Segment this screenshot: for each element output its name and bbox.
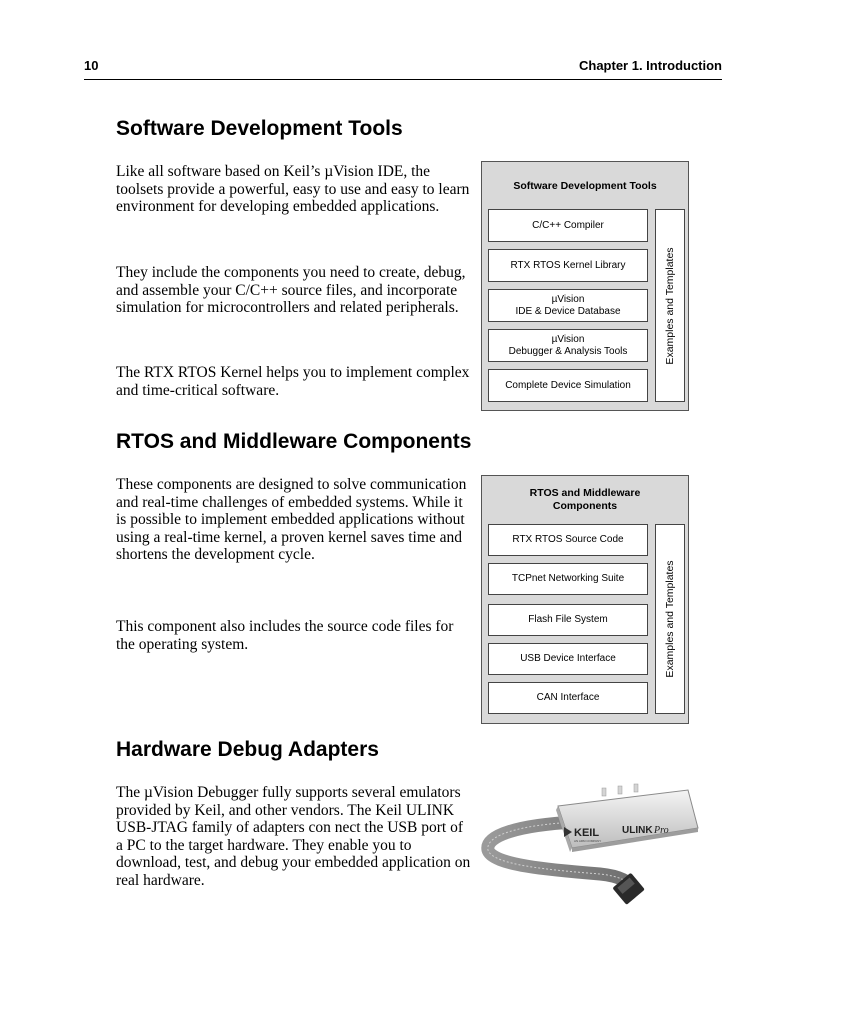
diagram-side-box <box>655 209 685 402</box>
svg-text:AN ARM COMPANY: AN ARM COMPANY <box>574 839 602 843</box>
section-heading-debug-adapters: Hardware Debug Adapters <box>116 738 379 761</box>
paragraph: They include the components you need to create, debug, and assemble your C/C++ source files, and incorporate simulation for microcontrollers and related peripherals. <box>116 264 466 316</box>
diagram-box-tcpnet: TCPnet Networking Suite <box>488 563 648 595</box>
svg-text:Pro: Pro <box>654 825 669 836</box>
diagram-title: RTOS and Middleware Components <box>529 487 641 512</box>
diagram-box-compiler: C/C++ Compiler <box>488 209 648 242</box>
diagram-title: Software Development Tools <box>513 180 657 192</box>
paragraph: This component also includes the source code files for the operating system. <box>116 618 454 653</box>
svg-text:ULINK: ULINK <box>622 825 653 836</box>
diagram-box-can: CAN Interface <box>488 682 648 714</box>
paragraph: The RTX RTOS Kernel helps you to implement complex and time-critical software. <box>116 364 470 399</box>
diagram-box-rtos-source: RTX RTOS Source Code <box>488 524 648 556</box>
diagram-box-simulation: Complete Device Simulation <box>488 369 648 402</box>
paragraph: These components are designed to solve communication and real-time challenges of embedded systems. While it is possible to implement embedded applications without using a real-time kernel, a proven kernel saves time and shortens the development cycle. <box>116 476 467 563</box>
diagram-box-usb-device: USB Device Interface <box>488 643 648 675</box>
ulink-adapter-photo <box>480 770 710 910</box>
diagram-side-box <box>655 524 685 714</box>
diagram-side-label: Examples and Templates <box>664 246 676 365</box>
section-heading-rtos-middleware: RTOS and Middleware Components <box>116 430 472 453</box>
software-tools-diagram <box>481 161 689 411</box>
section-heading-software-tools: Software Development Tools <box>116 117 403 140</box>
diagram-box-ide: µVision IDE & Device Database <box>488 289 648 322</box>
header-rule <box>84 79 722 80</box>
diagram-box-kernel-library: RTX RTOS Kernel Library <box>488 249 648 282</box>
rtos-middleware-diagram <box>481 475 689 724</box>
svg-text:KEIL: KEIL <box>574 827 600 839</box>
page-number: 10 <box>84 58 99 73</box>
diagram-box-flash-fs: Flash File System <box>488 604 648 636</box>
chapter-title: Chapter 1. Introduction <box>579 58 722 73</box>
diagram-side-label: Examples and Templates <box>664 560 676 678</box>
paragraph: The µVision Debugger fully supports several emulators provided by Keil, and other vendors. The Keil ULINK USB-JTAG family of adapters con nect the USB port of a PC to the target hardware. They enable you to download, test, and debug your embedded application on real hardware. <box>116 784 471 889</box>
diagram-box-debugger: µVision Debugger & Analysis Tools <box>488 329 648 362</box>
paragraph: Like all software based on Keil’s µVision IDE, the toolsets provide a powerful, easy to use and easy to learn environment for developing embedded applications. <box>116 163 470 215</box>
